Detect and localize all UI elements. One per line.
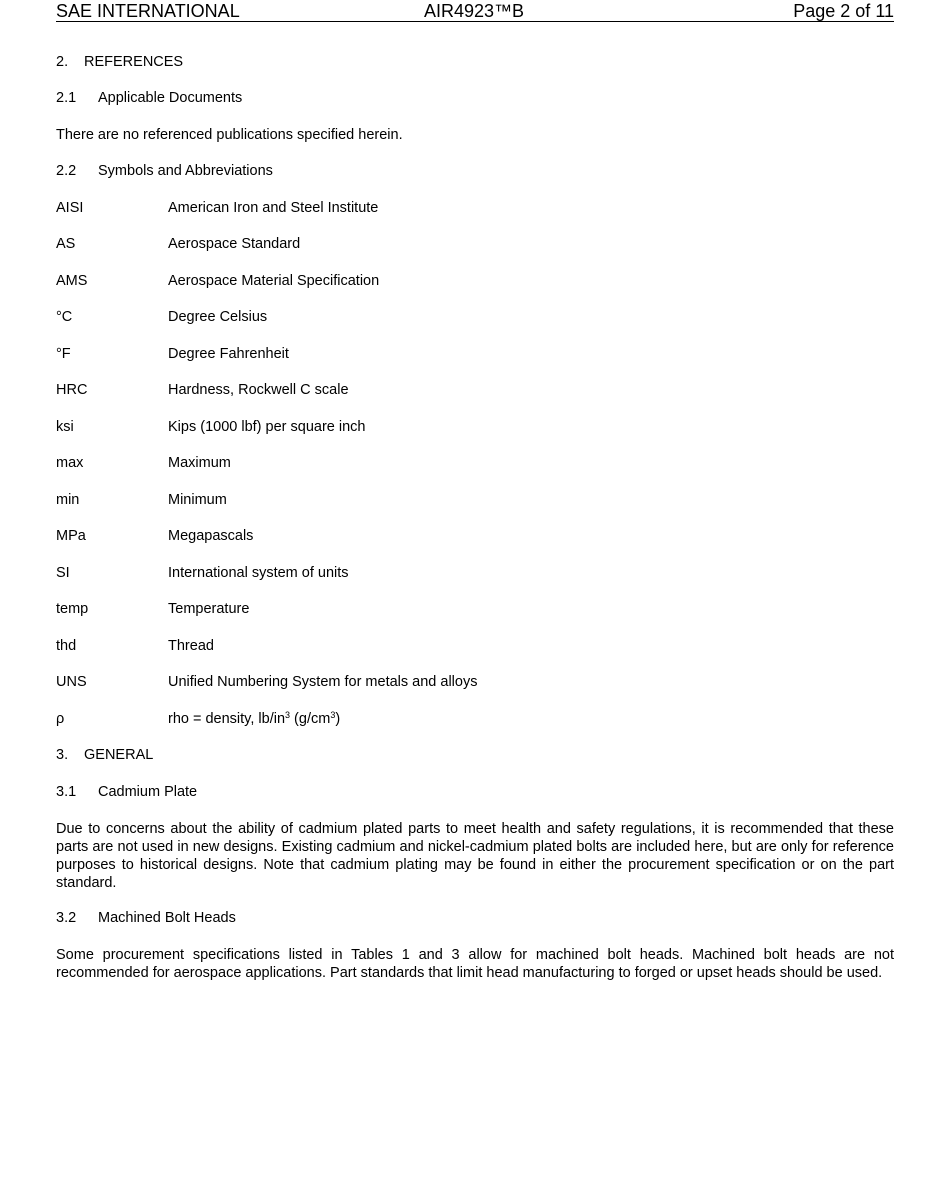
rho-def-part: ) [335, 711, 341, 727]
section-3-heading [56, 747, 153, 764]
abbreviation-definition: Aerospace Standard [168, 236, 301, 252]
abbreviation-term: AISI [56, 200, 84, 216]
section-title: Applicable Documents [98, 90, 243, 106]
section-3-2-heading [56, 910, 236, 927]
abbreviation-term: AS [56, 236, 76, 252]
abbreviation-definition [168, 711, 340, 728]
section-2-heading [56, 54, 183, 71]
section-title: Symbols and Abbreviations [98, 163, 273, 179]
abbreviation-term: UNS [56, 674, 87, 690]
abbreviation-term: °C [56, 309, 73, 325]
abbreviation-term: ρ [56, 711, 65, 727]
abbreviation-definition: Unified Numbering System for metals and alloys [168, 674, 478, 690]
abbreviation-definition: Megapascals [168, 528, 254, 544]
header-doc-number: AIR4923™B [424, 1, 525, 21]
abbreviation-term: max [56, 455, 84, 471]
section-title: Cadmium Plate [98, 784, 198, 800]
abbreviation-definition: Temperature [168, 601, 250, 617]
abbreviation-definition: Degree Fahrenheit [168, 346, 289, 362]
superscript: 3 [330, 710, 336, 720]
section-title: GENERAL [84, 747, 154, 763]
section-2-1-text: There are no referenced publications specified herein. [56, 127, 403, 143]
abbreviation-definition: Aerospace Material Specification [168, 273, 380, 289]
section-2-1-heading [56, 90, 242, 107]
abbreviation-definition: Maximum [168, 455, 231, 471]
rho-def-part: rho = density, lb/in [168, 711, 286, 727]
section-2-2-heading [56, 163, 273, 180]
abbreviation-definition: International system of units [168, 565, 349, 581]
abbreviation-term: thd [56, 638, 77, 654]
abbreviation-definition: Minimum [168, 492, 227, 508]
rho-def-part: (g/cm [290, 711, 331, 727]
section-title: REFERENCES [84, 54, 184, 70]
abbreviation-term: ksi [56, 419, 74, 435]
abbreviation-term: min [56, 492, 80, 508]
section-number: 3. [56, 747, 69, 763]
section-number: 2.2 [56, 163, 77, 179]
page-header [56, 1, 894, 22]
section-title: Machined Bolt Heads [98, 910, 236, 926]
section-number: 2. [56, 54, 69, 70]
header-org: SAE INTERNATIONAL [56, 1, 240, 21]
abbreviation-definition: Hardness, Rockwell C scale [168, 382, 349, 398]
abbreviation-term: temp [56, 601, 89, 617]
section-3-1-heading [56, 784, 197, 801]
section-3-2-paragraph: Some procurement specifications listed in Tables 1 and 3 allow for machined bolt heads. Machined bolt heads are not recommended for aerospace applications. Part standards that limit head manufacturing to forged or upset heads should be used. [56, 947, 894, 981]
section-number: 3.2 [56, 910, 77, 926]
abbreviation-term: HRC [56, 382, 88, 398]
abbreviation-term: MPa [56, 528, 86, 544]
abbreviation-term: °F [56, 346, 71, 362]
abbreviation-definition: Degree Celsius [168, 309, 268, 325]
section-3-1-paragraph: Due to concerns about the ability of cadmium plated parts to meet health and safety regulations, it is recommended that these parts are not used in new designs. Existing cadmium and nickel-cadmium plated bolts are included here, but are only for reference purposes to historical designs. Note that cadmium plating may be found in either the procurement specification or on the part standard. [56, 821, 894, 891]
superscript: 3 [285, 710, 291, 720]
section-number: 2.1 [56, 90, 77, 106]
abbreviation-definition: Thread [168, 638, 214, 654]
abbreviation-term: AMS [56, 273, 88, 289]
abbreviation-definition: Kips (1000 lbf) per square inch [168, 419, 366, 435]
header-page-number: Page 2 of 11 [793, 1, 894, 21]
abbreviation-definition: American Iron and Steel Institute [168, 200, 379, 216]
section-number: 3.1 [56, 784, 77, 800]
abbreviation-term: SI [56, 565, 70, 581]
